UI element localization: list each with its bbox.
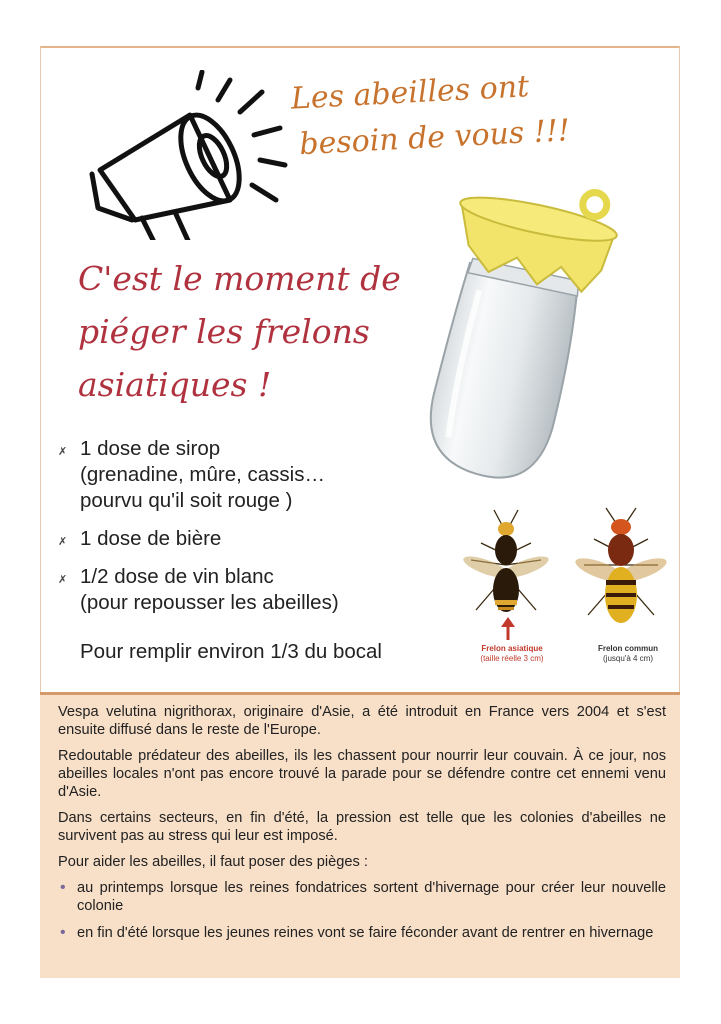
ingredient-line: 1 dose de sirop: [80, 437, 221, 460]
ingredient-item: [58, 436, 458, 514]
ingredient-line: 1 dose de bière: [80, 527, 222, 550]
caption-line: (jusqu'à 4 cm): [603, 654, 653, 663]
caption-line: Frelon commun: [597, 644, 658, 653]
title-line: asiatiques !: [78, 365, 272, 404]
slogan-line: besoin de vous !!!: [298, 113, 571, 163]
ingredient-item: [58, 564, 458, 616]
main-title: [78, 252, 408, 411]
info-paragraph: Dans certains secteurs, en fin d'été, la pression est telle que les colonies d'abeilles ne survivent pas au stress qui leur est imposé.: [58, 810, 666, 844]
ingredient-line: (grenadine, mûre, cassis…: [80, 463, 325, 486]
bullet-text: au printemps lorsque les reines fondatrices sortent d'hivernage pour créer leur nouvelle colonie: [77, 880, 666, 914]
info-bullet: [58, 879, 666, 915]
ingredient-line: (pour repousser les abeilles): [80, 591, 339, 614]
bullet-mark: ✗: [58, 446, 68, 458]
fill-note: Pour remplir environ 1/3 du bocal: [80, 640, 382, 663]
title-line: piéger les frelons: [78, 312, 370, 351]
title-line: C'est le moment de: [78, 259, 401, 298]
common-hornet-caption: [588, 644, 668, 664]
bullet-dot: •: [60, 879, 66, 896]
ingredient-list: [58, 436, 458, 628]
common-hornet-drawing: [573, 508, 669, 623]
hornet-comparison-image: [456, 505, 680, 665]
ingredient-line: pourvu qu'il soit rouge ): [80, 489, 293, 512]
asian-hornet-caption: [462, 644, 562, 664]
arrow-up-icon: [501, 617, 515, 640]
info-bullet: [58, 924, 666, 942]
slogan: [290, 59, 624, 168]
info-paragraph: Vespa velutina nigrithorax, originaire d'Asie, a été introduit en France vers 2004 et s'est ensuite diffusé dans le reste de l'Europe.: [58, 704, 666, 738]
slogan-line: Les abeilles ont: [290, 69, 530, 117]
ingredient-item: [58, 526, 458, 552]
info-paragraph: Redoutable prédateur des abeilles, ils les chassent pour nourrir leur couvain. À ce jour, nos abeilles locales n'ont pas encore trouvé la parade pour se défendre contre cet ennemi venu d'Asie.: [58, 748, 666, 800]
info-paragraph: Pour aider les abeilles, il faut poser des pièges :: [58, 854, 368, 870]
caption-line: Frelon asiatique: [481, 644, 543, 653]
asian-hornet-drawing: [461, 510, 551, 612]
bullet-mark: ✗: [58, 536, 68, 548]
ingredient-line: 1/2 dose de vin blanc: [80, 565, 274, 588]
info-box: [40, 692, 680, 978]
caption-line: (taille réelle 3 cm): [480, 654, 544, 663]
bullet-dot: •: [60, 924, 66, 941]
megaphone-icon: [80, 70, 290, 240]
info-bullet-list: [58, 879, 666, 942]
bullet-text: en fin d'été lorsque les jeunes reines vont se faire féconder avant de rentrer en hivernage: [77, 925, 654, 941]
bullet-mark: ✗: [58, 574, 68, 586]
